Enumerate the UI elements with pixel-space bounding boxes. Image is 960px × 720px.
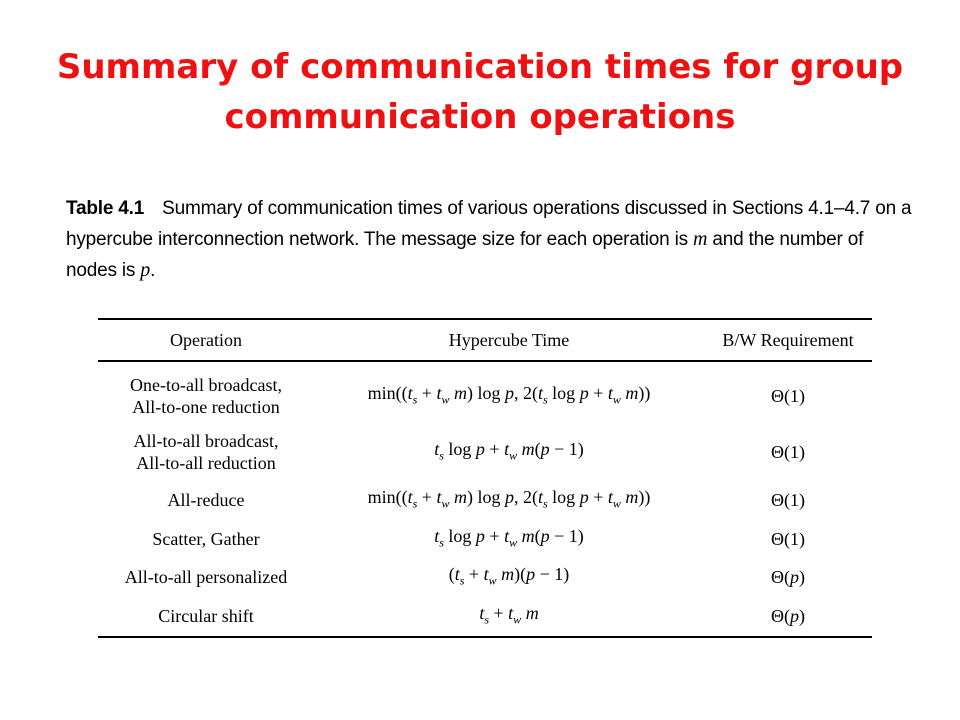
table-row — [98, 486, 872, 515]
header-bw-requirement: B/W Requirement — [704, 319, 872, 361]
slide-title: Summary of communication times for group communication operations — [56, 47, 904, 137]
bw-requirement-cell: Θ(p) — [704, 602, 872, 638]
operation-cell: Scatter, Gather — [152, 528, 260, 549]
table-row — [98, 563, 872, 592]
table-header-row — [98, 319, 872, 361]
hypercube-time-cell: $t_s$ $\log p + t_w$ m(p − 1) — [434, 525, 584, 550]
caption-label: Table 4.1 — [66, 198, 145, 219]
caption-math-p: p — [140, 259, 151, 281]
operation-cell: All-to-all broadcast, All-to-all reduction — [133, 431, 279, 473]
operation-cell: All-to-all personalized — [124, 567, 288, 588]
bw-requirement-cell: Θ(1) — [771, 528, 805, 549]
caption-math-m: m — [693, 228, 708, 250]
table-row — [98, 430, 872, 474]
caption-text-2: and the number of nodes is — [66, 229, 864, 281]
hypercube-time-cell: $\min((t_s + t_w$ m) log p, $2(t_s$ $\log p + t_w$ m)) — [367, 382, 651, 407]
bw-requirement-cell: Θ(1) — [771, 490, 805, 511]
hypercube-time-cell: ($t_s + t_w$ m)(p − 1) — [448, 564, 570, 588]
table-row — [98, 525, 872, 554]
bw-requirement-cell: Θ(p) — [771, 567, 805, 588]
caption-text-1: Summary of communication times of various operations discussed in Sections 4.1–4.7 on a hypercube interconnection network. The message size for each operation is — [66, 198, 912, 250]
operation-cell: Circular shift — [98, 602, 314, 638]
bw-requirement-cell: Θ(1) — [771, 386, 805, 406]
table-row — [98, 602, 872, 638]
hypercube-time-cell: $t_s + t_w$ m — [314, 602, 704, 638]
bw-requirement-cell: Θ(1) — [771, 442, 805, 462]
caption-end: . — [150, 260, 156, 281]
header-operation: Operation — [98, 319, 314, 361]
table-caption — [66, 194, 916, 286]
operation-cell: All-reduce — [167, 490, 245, 511]
header-hypercube-time: Hypercube Time — [314, 319, 704, 361]
summary-table — [98, 318, 872, 638]
hypercube-time-cell: $\min((t_s + t_w$ m) log p, $2(t_s$ $\log p + t_w$ m)) — [367, 487, 651, 511]
operation-cell: One-to-all broadcast, All-to-one reduction — [130, 375, 282, 417]
table-row — [98, 374, 872, 418]
hypercube-time-cell: $t_s$ $\log p + t_w$ m(p − 1) — [434, 438, 584, 463]
